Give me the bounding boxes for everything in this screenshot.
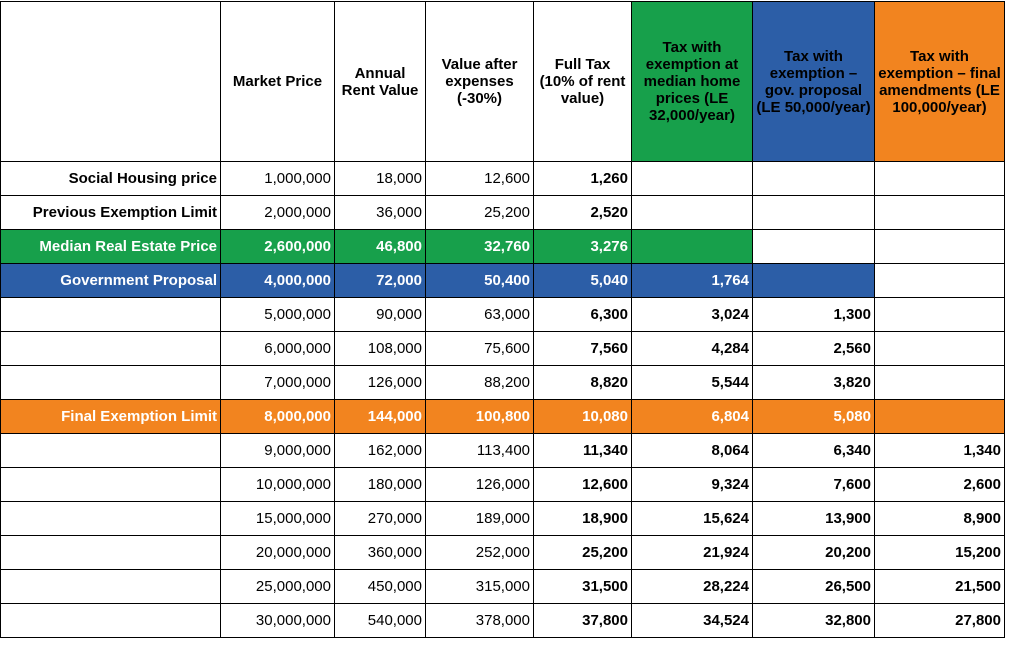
tax-gov-cell bbox=[753, 196, 875, 230]
annual-rent-cell: 46,800 bbox=[335, 230, 426, 264]
table-row-final-exemption bbox=[1, 400, 1005, 434]
tax-final-cell bbox=[875, 332, 1005, 366]
value-after-expenses-cell: 113,400 bbox=[426, 434, 534, 468]
tax-median-cell: 34,524 bbox=[632, 604, 753, 638]
tax-final-cell bbox=[875, 264, 1005, 298]
full-tax-cell: 18,900 bbox=[534, 502, 632, 536]
row-label bbox=[1, 366, 221, 400]
annual-rent-cell: 162,000 bbox=[335, 434, 426, 468]
row-label bbox=[1, 536, 221, 570]
full-tax-cell: 2,520 bbox=[534, 196, 632, 230]
annual-rent-cell: 270,000 bbox=[335, 502, 426, 536]
table-row bbox=[1, 434, 1005, 468]
header-full-tax: Full Tax (10% of rent value) bbox=[534, 2, 632, 162]
tax-gov-cell: 20,200 bbox=[753, 536, 875, 570]
full-tax-cell: 11,340 bbox=[534, 434, 632, 468]
annual-rent-cell: 108,000 bbox=[335, 332, 426, 366]
tax-median-cell: 6,804 bbox=[632, 400, 753, 434]
tax-final-cell bbox=[875, 400, 1005, 434]
full-tax-cell: 5,040 bbox=[534, 264, 632, 298]
tax-final-cell bbox=[875, 230, 1005, 264]
tax-gov-cell: 26,500 bbox=[753, 570, 875, 604]
full-tax-cell: 6,300 bbox=[534, 298, 632, 332]
value-after-expenses-cell: 88,200 bbox=[426, 366, 534, 400]
row-label bbox=[1, 570, 221, 604]
table-row bbox=[1, 162, 1005, 196]
table-row bbox=[1, 366, 1005, 400]
full-tax-cell: 25,200 bbox=[534, 536, 632, 570]
tax-gov-cell: 7,600 bbox=[753, 468, 875, 502]
tax-median-cell bbox=[632, 196, 753, 230]
full-tax-cell: 3,276 bbox=[534, 230, 632, 264]
tax-gov-cell: 32,800 bbox=[753, 604, 875, 638]
table-row bbox=[1, 196, 1005, 230]
header-annual-rent: Annual Rent Value bbox=[335, 2, 426, 162]
market-price-cell: 15,000,000 bbox=[221, 502, 335, 536]
market-price-cell: 2,600,000 bbox=[221, 230, 335, 264]
table-header-row bbox=[1, 2, 1005, 162]
annual-rent-cell: 360,000 bbox=[335, 536, 426, 570]
row-label: Social Housing price bbox=[1, 162, 221, 196]
tax-median-cell: 8,064 bbox=[632, 434, 753, 468]
table-row bbox=[1, 332, 1005, 366]
tax-median-cell bbox=[632, 162, 753, 196]
row-label bbox=[1, 298, 221, 332]
tax-median-cell: 4,284 bbox=[632, 332, 753, 366]
value-after-expenses-cell: 378,000 bbox=[426, 604, 534, 638]
market-price-cell: 2,000,000 bbox=[221, 196, 335, 230]
row-label bbox=[1, 332, 221, 366]
tax-final-cell: 27,800 bbox=[875, 604, 1005, 638]
header-value-after-expenses: Value after expenses (-30%) bbox=[426, 2, 534, 162]
header-tax-median: Tax with exemption at median home prices (LE 32,000/year) bbox=[632, 2, 753, 162]
table-row-median bbox=[1, 230, 1005, 264]
market-price-cell: 25,000,000 bbox=[221, 570, 335, 604]
annual-rent-cell: 180,000 bbox=[335, 468, 426, 502]
market-price-cell: 30,000,000 bbox=[221, 604, 335, 638]
market-price-cell: 6,000,000 bbox=[221, 332, 335, 366]
tax-median-cell: 5,544 bbox=[632, 366, 753, 400]
value-after-expenses-cell: 189,000 bbox=[426, 502, 534, 536]
header-tax-final-amendments: Tax with exemption – final amendments (LE 100,000/year) bbox=[875, 2, 1005, 162]
tax-gov-cell bbox=[753, 264, 875, 298]
tax-final-cell bbox=[875, 196, 1005, 230]
tax-gov-cell: 3,820 bbox=[753, 366, 875, 400]
tax-gov-cell: 2,560 bbox=[753, 332, 875, 366]
tax-gov-cell bbox=[753, 230, 875, 264]
row-label bbox=[1, 502, 221, 536]
header-market-price: Market Price bbox=[221, 2, 335, 162]
tax-final-cell: 21,500 bbox=[875, 570, 1005, 604]
full-tax-cell: 8,820 bbox=[534, 366, 632, 400]
annual-rent-cell: 450,000 bbox=[335, 570, 426, 604]
tax-final-cell: 15,200 bbox=[875, 536, 1005, 570]
row-label bbox=[1, 468, 221, 502]
row-label bbox=[1, 434, 221, 468]
table-row bbox=[1, 570, 1005, 604]
full-tax-cell: 7,560 bbox=[534, 332, 632, 366]
full-tax-cell: 10,080 bbox=[534, 400, 632, 434]
market-price-cell: 10,000,000 bbox=[221, 468, 335, 502]
row-label: Previous Exemption Limit bbox=[1, 196, 221, 230]
annual-rent-cell: 36,000 bbox=[335, 196, 426, 230]
tax-final-cell: 8,900 bbox=[875, 502, 1005, 536]
tax-median-cell bbox=[632, 230, 753, 264]
tax-table bbox=[0, 1, 1005, 638]
annual-rent-cell: 18,000 bbox=[335, 162, 426, 196]
row-label: Government Proposal bbox=[1, 264, 221, 298]
table-row bbox=[1, 468, 1005, 502]
table-row bbox=[1, 298, 1005, 332]
full-tax-cell: 12,600 bbox=[534, 468, 632, 502]
row-label: Final Exemption Limit bbox=[1, 400, 221, 434]
row-label: Median Real Estate Price bbox=[1, 230, 221, 264]
tax-median-cell: 9,324 bbox=[632, 468, 753, 502]
tax-gov-cell: 5,080 bbox=[753, 400, 875, 434]
value-after-expenses-cell: 63,000 bbox=[426, 298, 534, 332]
tax-median-cell: 21,924 bbox=[632, 536, 753, 570]
tax-final-cell bbox=[875, 366, 1005, 400]
tax-gov-cell: 6,340 bbox=[753, 434, 875, 468]
value-after-expenses-cell: 100,800 bbox=[426, 400, 534, 434]
value-after-expenses-cell: 32,760 bbox=[426, 230, 534, 264]
value-after-expenses-cell: 126,000 bbox=[426, 468, 534, 502]
market-price-cell: 8,000,000 bbox=[221, 400, 335, 434]
header-tax-gov-proposal: Tax with exemption – gov. proposal (LE 50,000/year) bbox=[753, 2, 875, 162]
value-after-expenses-cell: 12,600 bbox=[426, 162, 534, 196]
table-row bbox=[1, 536, 1005, 570]
market-price-cell: 20,000,000 bbox=[221, 536, 335, 570]
market-price-cell: 5,000,000 bbox=[221, 298, 335, 332]
value-after-expenses-cell: 25,200 bbox=[426, 196, 534, 230]
tax-gov-cell bbox=[753, 162, 875, 196]
market-price-cell: 7,000,000 bbox=[221, 366, 335, 400]
tax-median-cell: 1,764 bbox=[632, 264, 753, 298]
tax-median-cell: 15,624 bbox=[632, 502, 753, 536]
tax-median-cell: 28,224 bbox=[632, 570, 753, 604]
annual-rent-cell: 90,000 bbox=[335, 298, 426, 332]
tax-final-cell: 2,600 bbox=[875, 468, 1005, 502]
value-after-expenses-cell: 50,400 bbox=[426, 264, 534, 298]
annual-rent-cell: 144,000 bbox=[335, 400, 426, 434]
table-row-gov-proposal bbox=[1, 264, 1005, 298]
table-row bbox=[1, 502, 1005, 536]
tax-median-cell: 3,024 bbox=[632, 298, 753, 332]
row-label bbox=[1, 604, 221, 638]
full-tax-cell: 1,260 bbox=[534, 162, 632, 196]
tax-gov-cell: 1,300 bbox=[753, 298, 875, 332]
full-tax-cell: 31,500 bbox=[534, 570, 632, 604]
full-tax-cell: 37,800 bbox=[534, 604, 632, 638]
annual-rent-cell: 540,000 bbox=[335, 604, 426, 638]
market-price-cell: 1,000,000 bbox=[221, 162, 335, 196]
tax-final-cell bbox=[875, 162, 1005, 196]
value-after-expenses-cell: 252,000 bbox=[426, 536, 534, 570]
tax-final-cell bbox=[875, 298, 1005, 332]
tax-final-cell: 1,340 bbox=[875, 434, 1005, 468]
table-row bbox=[1, 604, 1005, 638]
annual-rent-cell: 72,000 bbox=[335, 264, 426, 298]
market-price-cell: 9,000,000 bbox=[221, 434, 335, 468]
value-after-expenses-cell: 315,000 bbox=[426, 570, 534, 604]
market-price-cell: 4,000,000 bbox=[221, 264, 335, 298]
value-after-expenses-cell: 75,600 bbox=[426, 332, 534, 366]
header-blank bbox=[1, 2, 221, 162]
annual-rent-cell: 126,000 bbox=[335, 366, 426, 400]
tax-gov-cell: 13,900 bbox=[753, 502, 875, 536]
